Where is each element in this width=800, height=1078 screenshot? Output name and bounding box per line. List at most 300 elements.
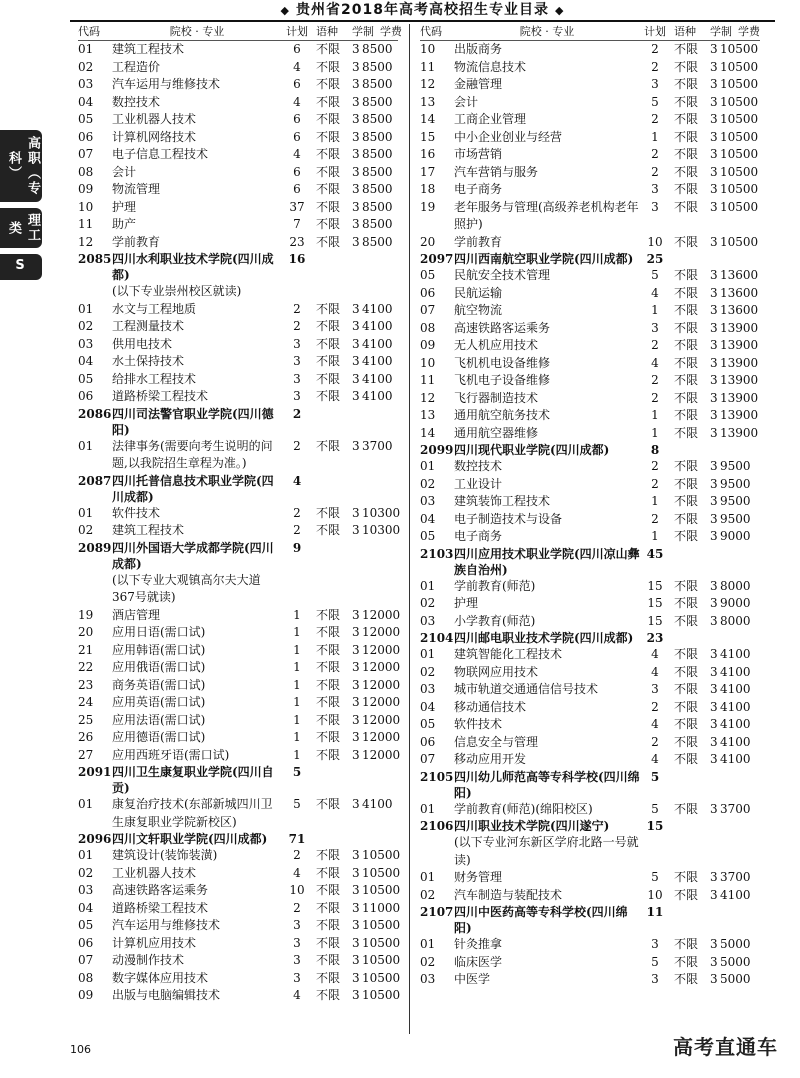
cell-code: 2085 <box>78 252 112 266</box>
header-lang: 语种 <box>674 25 696 38</box>
cell-plan: 23 <box>289 234 305 249</box>
cell-lang: 不限 <box>674 682 699 696</box>
cell-lang: 不限 <box>674 147 699 161</box>
table-row <box>78 729 401 747</box>
cell-code: 09 <box>78 182 94 196</box>
cell-lang <box>670 818 710 834</box>
cell-code: 10 <box>420 42 436 56</box>
cell-code: 2104 <box>420 631 454 645</box>
cell-years: 3 <box>352 301 360 316</box>
cell-fee: 10500 <box>720 182 759 196</box>
cell-years: 3 <box>352 354 360 368</box>
cell-fee: 4100 <box>720 682 751 696</box>
cell-fee <box>362 283 402 301</box>
cell-fee: 10500 <box>362 865 401 880</box>
cell-years: 3 <box>710 511 718 526</box>
cell-years: 3 <box>352 883 360 897</box>
table-row <box>420 372 760 390</box>
cell-years: 3 <box>710 717 718 731</box>
cell-code: 20 <box>78 625 94 639</box>
cell-code: 01 <box>78 438 94 453</box>
school-row <box>78 406 398 438</box>
cell-plan: 1 <box>293 730 301 744</box>
cell-plan: 1 <box>293 607 301 622</box>
cell-lang: 不限 <box>316 677 341 692</box>
cell-code: 04 <box>420 511 436 526</box>
cell-fee: 10300 <box>362 523 401 537</box>
cell-years: 3 <box>352 660 360 674</box>
cell-lang <box>670 251 710 267</box>
cell-name: 通用航空器维修 <box>454 425 539 440</box>
cell-fee: 12000 <box>362 712 401 727</box>
cell-fee: 8500 <box>362 94 393 109</box>
cell-years: 3 <box>352 505 360 520</box>
cell-lang: 不限 <box>674 717 699 731</box>
cell-years <box>710 251 720 267</box>
cell-lang: 不限 <box>674 459 699 473</box>
cell-years: 3 <box>352 77 360 91</box>
cell-fee: 3700 <box>720 801 751 816</box>
school-row <box>78 473 398 505</box>
cell-name: 电子商务 <box>454 182 503 196</box>
cell-lang: 不限 <box>316 642 341 657</box>
cell-name: 临床医学 <box>454 954 503 969</box>
header-name: 院校 · 专业 <box>169 25 225 38</box>
table-row <box>78 694 401 712</box>
cell-years: 3 <box>710 699 718 714</box>
cell-plan: 2 <box>651 734 659 749</box>
cell-fee: 4100 <box>362 301 393 316</box>
cell-years <box>710 546 720 578</box>
table-row <box>78 900 401 918</box>
cell-plan: 3 <box>293 935 301 950</box>
cell-lang: 不限 <box>316 918 341 932</box>
cell-lang: 不限 <box>674 752 699 766</box>
cell-fee <box>720 769 760 801</box>
cell-fee: 9500 <box>720 511 751 526</box>
cell-plan: 2 <box>293 523 301 537</box>
table-row <box>420 94 760 112</box>
table-row <box>78 94 398 112</box>
cell-code: 10 <box>420 355 436 370</box>
cell-name: 四川应用技术职业学院(四川凉山彝族自治州) <box>454 546 640 577</box>
cell-code: 13 <box>420 408 436 422</box>
cell-years: 3 <box>710 734 718 749</box>
cell-plan <box>282 283 312 301</box>
cell-code: 2096 <box>78 832 112 846</box>
cell-name: (以下专业大观镇高尔夫大道367号就读) <box>112 572 261 604</box>
cell-lang: 不限 <box>316 523 341 537</box>
table-row <box>420 407 760 425</box>
table-row <box>420 425 760 443</box>
cell-code: 05 <box>78 112 94 126</box>
cell-code: 05 <box>420 529 436 543</box>
cell-name: 水土保持技术 <box>112 354 185 368</box>
cell-lang: 不限 <box>316 438 341 453</box>
cell-fee: 10500 <box>362 970 401 985</box>
cell-plan: 2 <box>651 476 659 491</box>
cell-plan: 2 <box>651 511 659 526</box>
cell-code: 02 <box>420 954 436 969</box>
cell-name: 动漫制作技术 <box>112 953 185 967</box>
cell-name: 计算机网络技术 <box>112 129 197 144</box>
cell-plan: 3 <box>651 320 659 335</box>
cell-name: 四川托普信息技术职业学院(四川成都) <box>112 473 274 504</box>
cell-code: 06 <box>78 389 94 403</box>
cell-name: 酒店管理 <box>112 607 161 622</box>
cell-name: 金融管理 <box>454 77 503 91</box>
table-row <box>420 664 760 682</box>
cell-fee: 8500 <box>362 59 393 74</box>
cell-name: 四川司法警官职业学院(四川德阳) <box>112 406 274 437</box>
left-column <box>78 24 402 1005</box>
cell-lang: 不限 <box>316 389 341 403</box>
cell-name: 工业机器人技术 <box>112 865 197 880</box>
cell-years: 3 <box>352 953 360 967</box>
cell-lang: 不限 <box>316 319 341 333</box>
cell-code: 03 <box>420 494 436 508</box>
cell-name: 移动通信技术 <box>454 699 527 714</box>
cell-plan: 5 <box>651 268 659 282</box>
cell-years: 3 <box>352 438 360 453</box>
cell-years <box>710 442 720 458</box>
cell-code: 06 <box>420 285 436 300</box>
cell-plan: 45 <box>646 546 664 561</box>
cell-name: 给排水工程技术 <box>112 371 197 386</box>
cell-lang: 不限 <box>316 607 341 622</box>
cell-fee: 8500 <box>362 77 393 91</box>
cell-name: 应用法语(需口试) <box>112 712 206 727</box>
cell-lang: 不限 <box>316 336 341 351</box>
cell-plan: 2 <box>651 112 659 126</box>
cell-name: 软件技术 <box>454 717 503 731</box>
cell-fee: 8500 <box>362 199 393 214</box>
cell-name: 出版与电脑编辑技术 <box>112 988 221 1002</box>
cell-years <box>352 473 362 505</box>
cell-name: 四川幼儿师范高等专科学校(四川绵阳) <box>454 769 640 800</box>
cell-name: 建筑智能化工程技术 <box>454 647 563 661</box>
cell-name: 学前教育 <box>112 234 161 249</box>
table-row <box>78 76 398 94</box>
cell-years: 3 <box>710 647 718 661</box>
cell-name: 四川中医药高等专科学校(四川绵阳) <box>454 905 628 935</box>
cell-fee: 3700 <box>720 870 751 884</box>
cell-fee: 8500 <box>362 234 393 249</box>
cell-plan: 1 <box>651 303 659 317</box>
cell-lang: 不限 <box>316 883 341 897</box>
table-row <box>78 234 398 252</box>
school-row <box>420 442 760 458</box>
cell-code: 15 <box>420 129 436 144</box>
cell-name: 物流管理 <box>112 182 161 196</box>
cell-plan: 2 <box>651 338 659 352</box>
cell-years <box>352 572 362 607</box>
cell-name: 汽车营销与服务 <box>454 164 539 179</box>
cell-years: 3 <box>710 390 718 405</box>
cell-fee: 10500 <box>720 42 759 56</box>
cell-years <box>710 630 720 646</box>
cell-lang: 不限 <box>316 164 341 179</box>
school-row <box>78 540 398 572</box>
table-row <box>78 129 398 147</box>
cell-fee: 10500 <box>362 953 401 967</box>
cell-plan: 2 <box>651 699 659 714</box>
cell-code: 18 <box>420 182 436 196</box>
cell-years: 3 <box>352 935 360 950</box>
cell-fee: 10500 <box>720 112 759 126</box>
cell-lang <box>312 283 352 301</box>
cell-code: 07 <box>78 953 94 967</box>
cell-plan: 16 <box>288 252 306 266</box>
cell-plan: 2 <box>292 406 302 421</box>
cell-years: 3 <box>710 613 718 628</box>
table-row <box>420 302 760 320</box>
table-row <box>420 267 760 285</box>
cell-lang: 不限 <box>316 747 341 762</box>
cell-fee: 13600 <box>720 303 759 317</box>
cell-code: 02 <box>78 865 94 880</box>
cell-years: 3 <box>710 182 718 196</box>
school-row <box>420 546 760 578</box>
table-row <box>78 659 401 677</box>
cell-name: 数字媒体应用技术 <box>112 970 209 985</box>
table-row <box>78 41 398 59</box>
cell-code: 01 <box>78 301 94 316</box>
table-row <box>78 438 398 473</box>
cell-name: 信息安全与管理 <box>454 734 539 749</box>
cell-lang <box>670 834 710 869</box>
cell-years: 3 <box>710 664 718 679</box>
side-tab-letter: S <box>0 254 42 280</box>
cell-code: 05 <box>78 918 94 932</box>
cell-plan: 37 <box>289 199 305 214</box>
cell-code: 14 <box>420 425 436 440</box>
cell-code: 17 <box>420 164 436 179</box>
cell-years: 3 <box>352 970 360 985</box>
table-row <box>420 234 760 252</box>
cell-years: 3 <box>710 752 718 766</box>
cell-name: 供用电技术 <box>112 336 173 351</box>
table-row <box>420 578 760 596</box>
cell-code: 01 <box>420 870 436 884</box>
table-row <box>420 199 760 234</box>
cell-lang: 不限 <box>674 801 699 816</box>
table-row <box>420 146 760 164</box>
cell-name: 应用西班牙语(需口试) <box>112 747 230 762</box>
cell-code: 14 <box>420 112 436 126</box>
cell-code: 02 <box>420 887 436 902</box>
table-row <box>420 971 760 989</box>
cell-lang: 不限 <box>674 373 699 387</box>
cell-name: 水文与工程地质 <box>112 301 197 316</box>
header-code: 代码 <box>78 25 100 38</box>
header-plan: 计划 <box>286 25 308 38</box>
cell-code: 2099 <box>420 443 454 457</box>
cell-fee: 8500 <box>362 112 393 126</box>
cell-plan: 1 <box>293 677 301 692</box>
school-row <box>420 251 760 267</box>
table-row <box>78 917 401 935</box>
cell-lang: 不限 <box>674 77 699 91</box>
cell-years: 3 <box>710 42 718 56</box>
table-row <box>420 734 760 752</box>
cell-lang <box>312 764 352 796</box>
cell-lang <box>670 904 710 936</box>
cell-plan: 3 <box>293 970 301 985</box>
cell-code: 07 <box>420 303 436 317</box>
cell-name: 无人机应用技术 <box>454 338 539 352</box>
cell-plan: 5 <box>651 954 659 969</box>
cell-years: 3 <box>710 112 718 126</box>
cell-years <box>710 818 720 834</box>
table-row <box>420 613 760 631</box>
cell-plan: 2 <box>293 900 301 915</box>
cell-lang: 不限 <box>674 408 699 422</box>
cell-plan: 1 <box>293 712 301 727</box>
table-row <box>78 624 401 642</box>
cell-name: 会计 <box>454 94 479 109</box>
cell-name: (以下专业崇州校区就读) <box>112 284 242 298</box>
cell-plan: 71 <box>288 832 306 846</box>
side-tab-subject: 理工类 <box>0 208 42 248</box>
cell-fee: 4100 <box>362 797 393 811</box>
cell-name: 飞机电子设备维修 <box>454 373 551 387</box>
cell-name: 计算机应用技术 <box>112 935 197 950</box>
cell-plan: 4 <box>651 752 659 766</box>
cell-code: 05 <box>78 371 94 386</box>
cell-fee: 4100 <box>720 717 751 731</box>
cell-plan: 1 <box>293 642 301 657</box>
cell-plan: 4 <box>292 473 302 488</box>
cell-lang <box>670 769 710 801</box>
cell-lang: 不限 <box>674 647 699 661</box>
cell-code: 11 <box>78 217 94 231</box>
cell-fee: 4100 <box>362 389 393 403</box>
cell-lang: 不限 <box>316 147 341 161</box>
table-row <box>78 952 401 970</box>
cell-name: 针灸推拿 <box>454 937 503 951</box>
cell-fee <box>720 442 760 458</box>
cell-code: 01 <box>78 797 94 811</box>
cell-lang: 不限 <box>674 59 699 74</box>
cell-years <box>352 831 362 847</box>
cell-years: 3 <box>710 147 718 161</box>
cell-fee: 11000 <box>362 900 401 915</box>
cell-fee: 12000 <box>362 660 401 674</box>
cell-lang: 不限 <box>316 660 341 674</box>
cell-name: 财务管理 <box>454 870 503 884</box>
table-row <box>78 642 401 660</box>
table-row <box>78 747 401 765</box>
cell-lang: 不限 <box>674 699 699 714</box>
cell-plan: 6 <box>293 77 301 91</box>
cell-years: 3 <box>710 199 718 214</box>
cell-years: 3 <box>710 234 718 249</box>
cell-plan: 3 <box>293 336 301 351</box>
cell-years: 3 <box>710 494 718 508</box>
header-years: 学制 <box>352 25 374 38</box>
cell-code: 01 <box>420 801 436 816</box>
cell-years: 3 <box>710 476 718 491</box>
cell-name: 四川文轩职业学院(四川成都) <box>112 832 268 846</box>
cell-code: 2091 <box>78 765 112 779</box>
cell-lang: 不限 <box>316 730 341 744</box>
cell-code: 13 <box>420 94 436 109</box>
table-row <box>420 476 760 494</box>
cell-lang: 不限 <box>674 529 699 543</box>
side-tab-category: 高职（专科） <box>0 130 42 202</box>
table-row <box>78 318 398 336</box>
table-row <box>78 388 398 406</box>
cell-code: 2107 <box>420 905 454 919</box>
header-years: 学制 <box>710 25 732 38</box>
cell-name: 护理 <box>112 199 137 214</box>
cell-fee <box>362 406 402 438</box>
cell-years: 3 <box>710 529 718 543</box>
cell-code: 03 <box>420 972 436 986</box>
cell-fee: 9000 <box>720 529 751 543</box>
cell-lang: 不限 <box>674 338 699 352</box>
cell-years: 3 <box>710 578 718 593</box>
cell-lang: 不限 <box>674 870 699 884</box>
cell-fee: 9000 <box>720 596 751 610</box>
cell-years: 3 <box>352 371 360 386</box>
cell-years: 3 <box>710 937 718 951</box>
cell-years: 3 <box>352 695 360 709</box>
cell-name: 电子制造技术与设备 <box>454 511 563 526</box>
cell-plan: 6 <box>293 112 301 126</box>
cell-lang: 不限 <box>316 695 341 709</box>
cell-name: 助产 <box>112 217 137 231</box>
table-row <box>420 869 760 887</box>
cell-years: 3 <box>710 129 718 144</box>
cell-code: 02 <box>78 523 94 537</box>
cell-plan: 15 <box>647 578 663 593</box>
cell-fee <box>362 572 402 607</box>
cell-code: 07 <box>78 147 94 161</box>
table-row <box>78 847 401 865</box>
cell-years <box>352 540 362 572</box>
cell-name: 四川水利职业技术学院(四川成都) <box>112 252 274 282</box>
cell-fee: 13900 <box>720 425 759 440</box>
cell-name: 软件技术 <box>112 505 161 520</box>
cell-lang: 不限 <box>316 354 341 368</box>
cell-code: 19 <box>420 199 436 214</box>
cell-plan: 4 <box>293 59 301 74</box>
cell-plan: 1 <box>651 529 659 543</box>
table-row <box>420 751 760 769</box>
cell-fee: 8500 <box>362 147 393 161</box>
cell-name: 商务英语(需口试) <box>112 677 206 692</box>
cell-code: 03 <box>420 682 436 696</box>
cell-fee: 4100 <box>362 371 393 386</box>
cell-fee: 12000 <box>362 747 401 762</box>
cell-name: 数控技术 <box>454 459 503 473</box>
cell-lang: 不限 <box>316 970 341 985</box>
cell-fee: 13900 <box>720 373 759 387</box>
table-row <box>420 887 760 905</box>
table-row <box>420 320 760 338</box>
cell-lang: 不限 <box>316 505 341 520</box>
cell-lang: 不限 <box>674 476 699 491</box>
cell-name: 应用英语(需口试) <box>112 695 206 709</box>
cell-code: 2097 <box>420 252 454 266</box>
cell-name: 物流信息技术 <box>454 59 527 74</box>
cell-fee: 10500 <box>720 234 759 249</box>
cell-fee <box>362 251 402 283</box>
table-row <box>420 681 760 699</box>
school-row <box>78 764 398 796</box>
